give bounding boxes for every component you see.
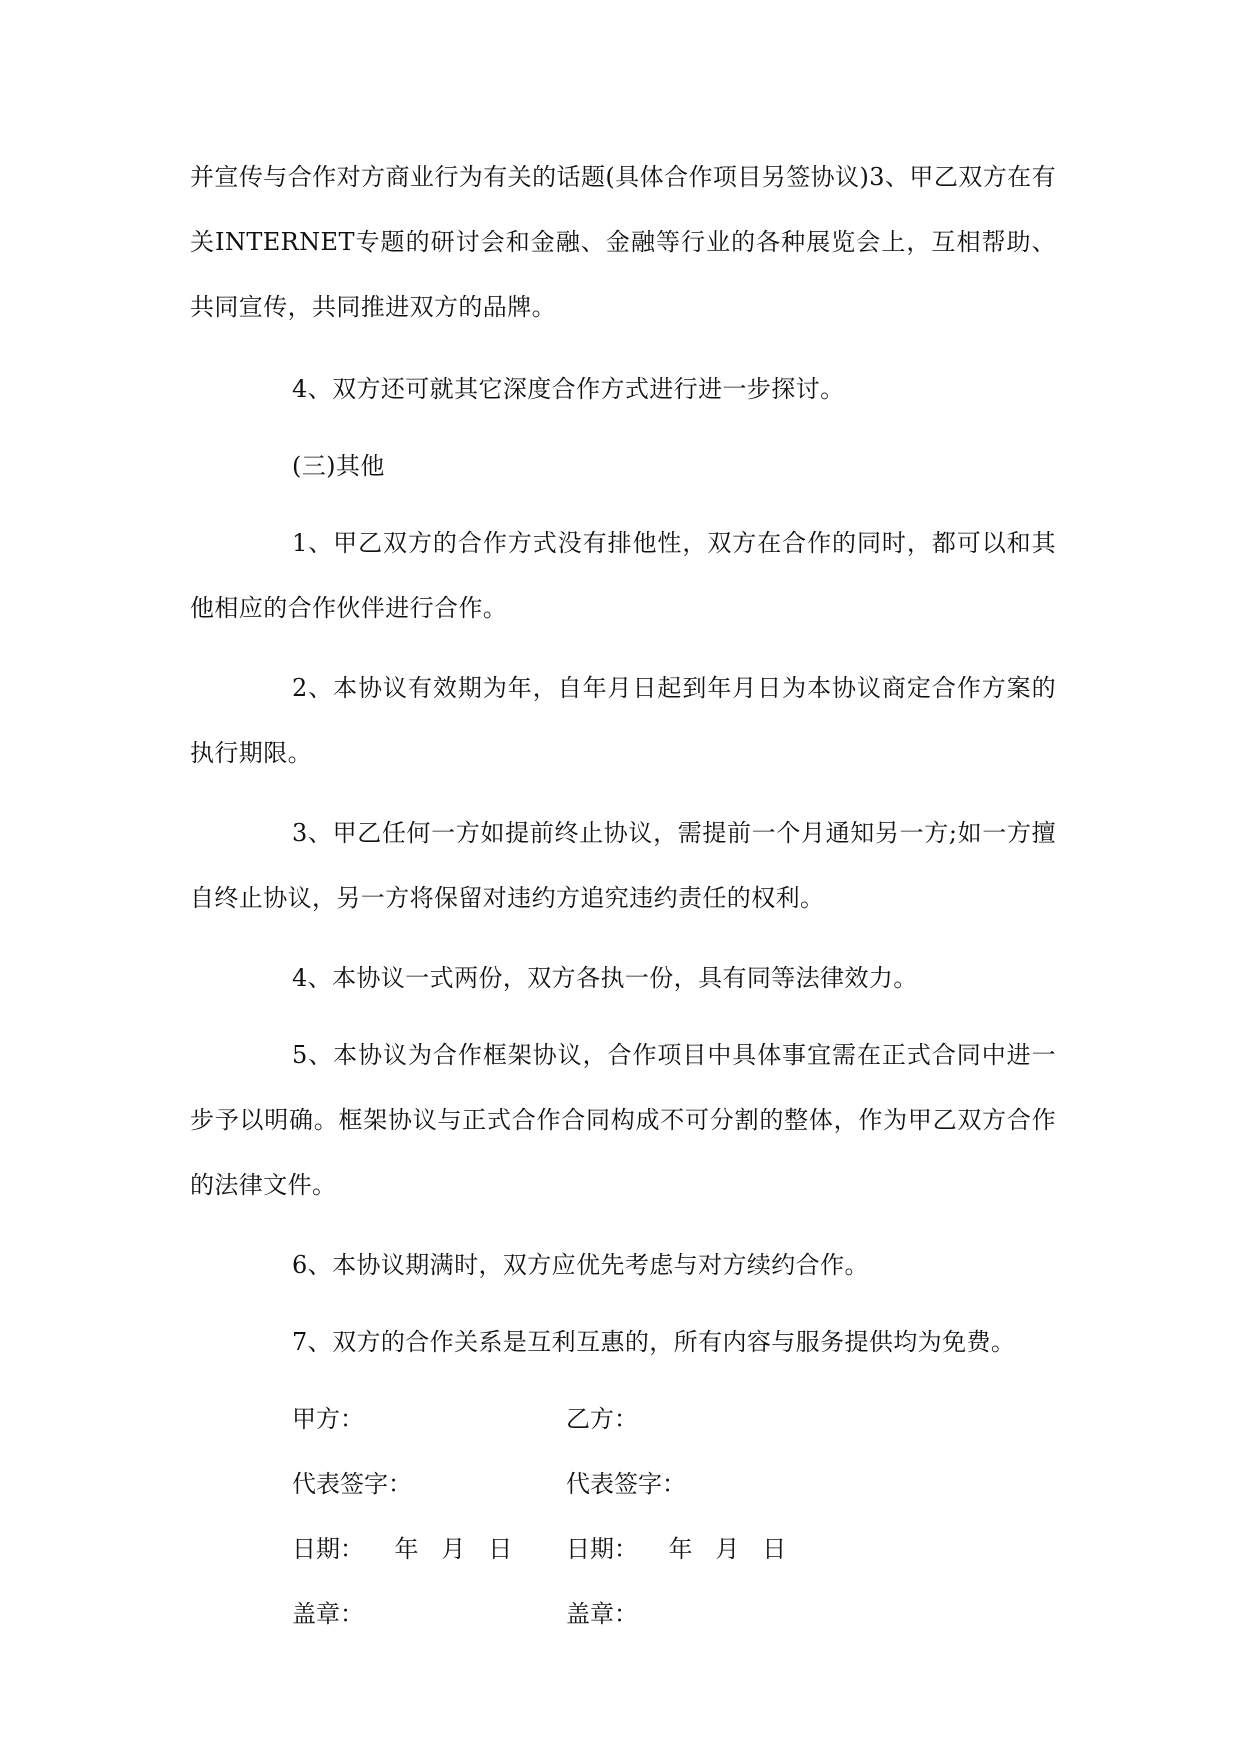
- signature-block: [190, 1387, 1056, 1647]
- paragraph-other-clause-3: 3、甲乙任何一方如提前终止协议，需提前一个月通知另一方;如一方擅自终止协议，另一方将保留对违约方追究违约责任的权利。: [190, 819, 1056, 912]
- party-a-rep-sign-label: 代表签字：: [292, 1470, 412, 1498]
- party-a-seal-label: 盖章：: [292, 1600, 364, 1628]
- paragraph-clause-4-further-discussion: 4、双方还可就其它深度合作方式进行进一步探讨。: [292, 375, 845, 403]
- signature-row-representative: [190, 1452, 1056, 1517]
- party-b-label: 乙方：: [566, 1405, 638, 1433]
- signature-row-date: [190, 1517, 1056, 1582]
- party-b-seal-label: 盖章：: [566, 1600, 638, 1628]
- party-a-label: 甲方：: [292, 1405, 364, 1433]
- paragraph-other-clause-5: 5、本协议为合作框架协议，合作项目中具体事宜需在正式合同中进一步予以明确。框架协议与正式合作合同构成不可分割的整体，作为甲乙双方合作的法律文件。: [190, 1041, 1056, 1199]
- signature-row-seal: [190, 1582, 1056, 1647]
- party-b-date-label: 日期： 年 月 日: [566, 1535, 787, 1563]
- document-body: [190, 145, 1056, 1647]
- paragraph-other-clause-1: 1、甲乙双方的合作方式没有排他性，双方在合作的同时，都可以和其他相应的合作伙伴进行合作。: [190, 529, 1056, 622]
- signature-row-party: [190, 1387, 1056, 1452]
- paragraph-other-clause-6: 6、本协议期满时，双方应优先考虑与对方续约合作。: [292, 1251, 869, 1279]
- paragraph-cooperation-promotion: 并宣传与合作对方商业行为有关的话题(具体合作项目另签协议)3、甲乙双方在有关INTERNET专题的研讨会和金融、金融等行业的各种展览会上，互相帮助、共同宣传，共同推进双方的品牌。: [190, 163, 1056, 321]
- section-heading-other: (三)其他: [292, 452, 385, 480]
- paragraph-other-clause-4: 4、本协议一式两份，双方各执一份，具有同等法律效力。: [292, 964, 918, 992]
- party-a-date-label: 日期： 年 月 日: [292, 1535, 513, 1563]
- party-b-rep-sign-label: 代表签字：: [566, 1470, 686, 1498]
- paragraph-other-clause-2: 2、本协议有效期为年，自年月日起到年月日为本协议商定合作方案的执行期限。: [190, 674, 1056, 767]
- paragraph-other-clause-7: 7、双方的合作关系是互利互惠的，所有内容与服务提供均为免费。: [292, 1328, 1016, 1356]
